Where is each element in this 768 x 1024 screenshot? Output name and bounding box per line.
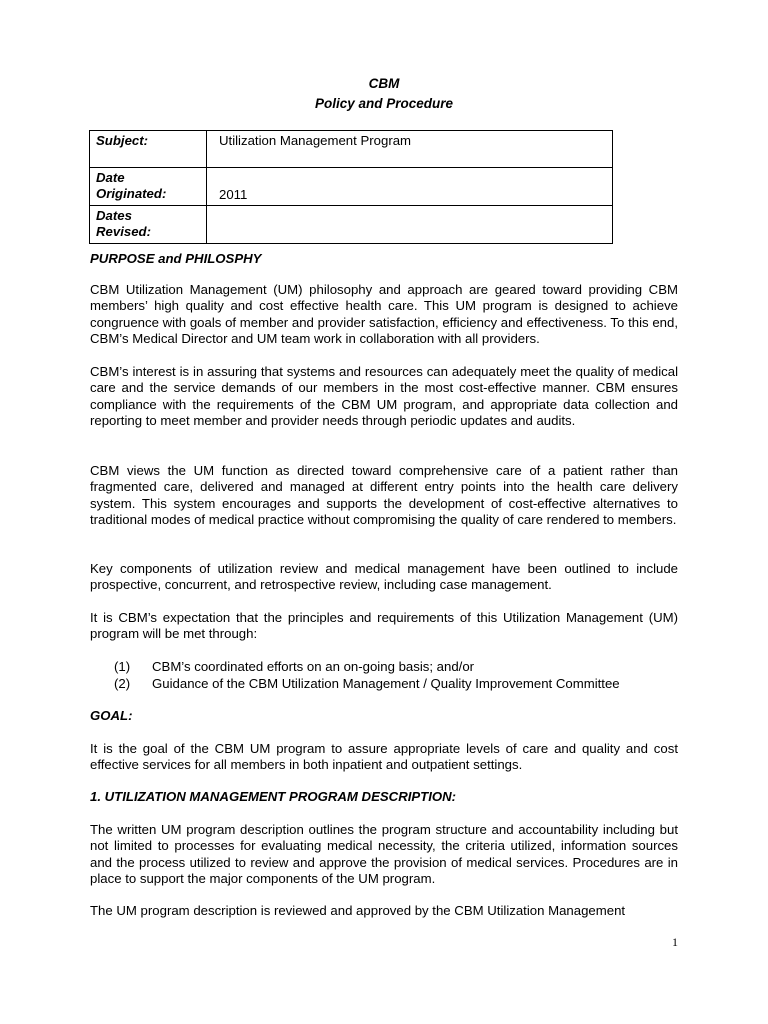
meta-row-originated bbox=[90, 168, 613, 206]
originated-value: 2011 bbox=[207, 168, 613, 206]
list-item-text: Guidance of the CBM Utilization Management / Quality Improvement Committee bbox=[152, 676, 620, 691]
originated-label-line2: Originated: bbox=[96, 186, 167, 202]
originated-label-line1: Date bbox=[96, 170, 125, 185]
page-number: 1 bbox=[672, 935, 678, 949]
paragraph-program-description: The written UM program description outlines the program structure and accountability including but not limited to processes for evaluating medical necessity, the criteria utilized, information sources and the process utilized to review and approve the provision of medical services. Procedures are in place to support the major components of the UM program. bbox=[90, 822, 678, 887]
originated-label bbox=[90, 168, 207, 206]
revised-value bbox=[207, 205, 613, 243]
revised-label bbox=[90, 205, 207, 243]
revised-label-line2: Revised: bbox=[96, 224, 151, 240]
paragraph-um-philosophy: CBM Utilization Management (UM) philosophy and approach are geared toward providing CBM members’ high quality and cost effective health care. This UM program is designed to achieve congruence with goals of member and provider satisfaction, efficiency and effectiveness. To this end, CBM’s Medical Director and UM team work in collaboration with all providers. bbox=[90, 282, 678, 347]
revised-label-line1: Dates bbox=[96, 207, 132, 223]
purpose-heading: PURPOSE and PHILOSPHY bbox=[90, 251, 262, 266]
paragraph-um-function: CBM views the UM function as directed toward comprehensive care of a patient rather than fragmented care, delivered and managed at different entry points into the health care delivery system. This system encourages and supports the development of cost-effective alternatives to traditional modes of medical practice without compromising the quality of care rendered to members. bbox=[90, 463, 678, 528]
subject-value: Utilization Management Program bbox=[207, 131, 613, 168]
policy-meta-table bbox=[89, 130, 613, 244]
org-title: CBM bbox=[368, 76, 400, 91]
paragraph-goal: It is the goal of the CBM UM program to assure appropriate levels of care and quality and cost effective services for all members in both inpatient and outpatient settings. bbox=[90, 741, 678, 773]
doc-type-title: Policy and Procedure bbox=[314, 96, 454, 111]
list-item bbox=[114, 659, 674, 675]
paragraph-program-approval: The UM program description is reviewed and approved by the CBM Utilization Management bbox=[90, 903, 626, 918]
list-item-number: (2) bbox=[114, 676, 131, 691]
subject-label: Subject: bbox=[90, 131, 207, 168]
paragraph-cbm-interest: CBM’s interest is in assuring that systems and resources can adequately meet the quality of medical care and the service demands of our members in the most cost-effective manner. CBM ensures compliance with the requirements of the CBM UM program, and appropriate data collection and reporting to meet member and provider needs through periodic updates and audits. bbox=[90, 364, 678, 429]
paragraph-expectation: It is CBM’s expectation that the principles and requirements of this Utilization Management (UM) program will be met through: bbox=[90, 610, 678, 642]
list-item-number: (1) bbox=[114, 659, 131, 674]
meta-row-revised bbox=[90, 205, 613, 243]
meta-row-subject bbox=[90, 131, 613, 168]
paragraph-key-components: Key components of utilization review and medical management have been outlined to include prospective, concurrent, and retrospective review, including case management. bbox=[90, 561, 678, 593]
list-item bbox=[114, 676, 674, 692]
um-program-heading: 1. UTILIZATION MANAGEMENT PROGRAM DESCRIPTION: bbox=[90, 789, 457, 804]
list-item-text: CBM’s coordinated efforts on an on-going basis; and/or bbox=[152, 659, 475, 674]
goal-heading: GOAL: bbox=[90, 708, 133, 723]
